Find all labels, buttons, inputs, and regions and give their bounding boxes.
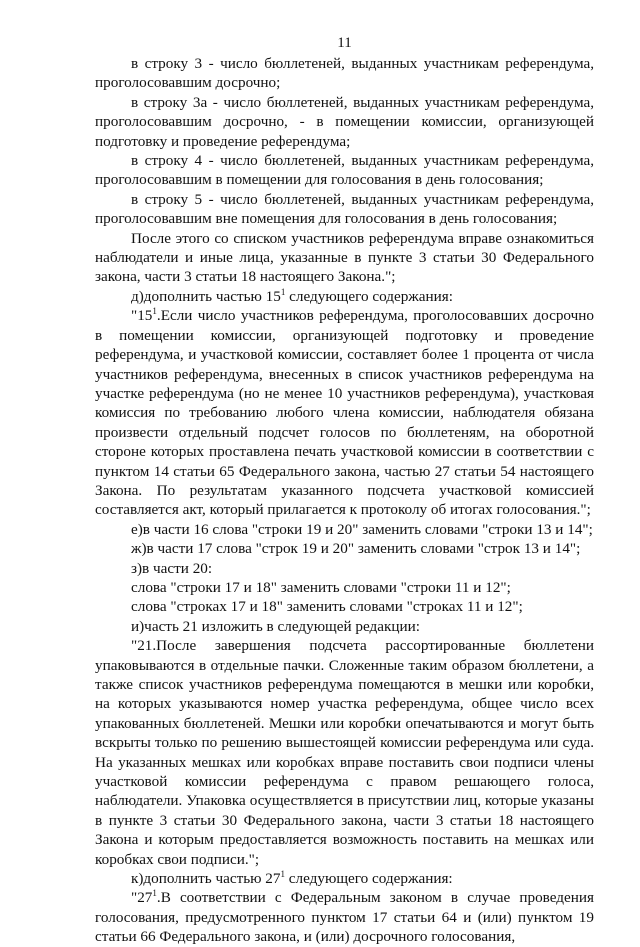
amend-d-post: следующего содержания: [285, 287, 453, 305]
paragraph-amend-k [95, 869, 594, 888]
paragraph-amend-e: е)в части 16 слова "строки 19 и 20" заменить словами "строки 13 и 14"; [131, 520, 593, 538]
paragraph-line-3a: в строку 3а - число бюллетеней, выданных участникам референдума, проголосовавшим досрочно, - в помещении комиссии, организующей подготовку и проведение референдума; [95, 93, 594, 150]
paragraph-amend-d [95, 287, 594, 306]
part-27-1-pre: "27 [131, 889, 153, 907]
paragraph-part-27-1 [95, 888, 594, 946]
paragraph-amend-z: з)в части 20: [131, 559, 213, 577]
amend-d-sup: 1 [280, 286, 286, 297]
part-15-1-post: .Если число участников референдума, проголосовавших досрочно в помещении комиссии, организующей подготовку и проведение референдума, и участковой комиссии, составляет более 1 процента от числа участников референдума, внесенных в список участников референдума на участке референдума (но не менее 10 участников референдума), участковая комиссия по требованию любого члена комиссии, наблюдателя обязана произвести отдельный подсчет голосов по бюллетеням, на оборотной стороне которых проставлена печать участковой комиссии в соответствии с пунктом 14 статьи 65 Федерального закона, частью 27 статьи 54 настоящего Закона. По результатам указанного подсчета участковой комиссией составляется акт, который прилагается к протоколу об итогах голосования."; [95, 307, 594, 519]
paragraph-part-15-1 [95, 306, 594, 519]
paragraph-part-21: "21.После завершения подсчета рассортированные бюллетени упаковываются в отдельные пачки. Сложенные таким образом бюллетени, а также список участников референдума помещаются в мешки или коробки, на которых указываются номер участка референдума, общее число всех упакованных бюллетеней. Мешки или коробки опечатываются и могут быть вскрыты только по решению вышестоящей комиссии референдума или суда. На указанных мешках или коробках вправе поставить свои подписи члены участковой комиссии референдума с правом решающего голоса, наблюдатели. Упаковка осуществляется в присутствии лиц, которые указаны в пункте 3 статьи 30 Федерального закона, части 3 статьи 18 настоящего Закона и которым предоставляется возможность поставить на мешках или коробках свои подписи."; [95, 637, 594, 868]
document-body [95, 54, 594, 947]
part-27-1-post: .В соответствии с Федеральным законом в случае проведения голосования, предусмотренного пунктом 17 статьи 64 и (или) пунктом 19 статьи 66 Федерального закона, и (или) досрочного голосования, [95, 889, 594, 946]
part-15-1-sup: 1 [152, 306, 157, 317]
paragraph-line-5: в строку 5 - число бюллетеней, выданных участникам референдума, проголосовавшим вне помещения для голосования в день голосования; [95, 190, 594, 228]
part-27-1-sup: 1 [152, 888, 157, 899]
paragraph-line-4: в строку 4 - число бюллетеней, выданных участникам референдума, проголосовавшим в помещении для голосования в день голосования; [95, 152, 594, 189]
part-15-1-pre: "15 [131, 307, 153, 325]
paragraph-words-strokah: слова "строках 17 и 18" заменить словами "строках 11 и 12"; [131, 598, 523, 616]
paragraph-amend-i: и)часть 21 изложить в следующей редакции: [131, 617, 420, 635]
amend-d-pre: д)дополнить частью 15 [131, 287, 281, 305]
amend-k-sup: 1 [280, 869, 285, 879]
amend-k-pre: к)дополнить частью 27 [131, 870, 281, 888]
paragraph-observers: После этого со списком участников референдума вправе ознакомиться наблюдатели и иные лица, указанные в пункте 3 статьи 30 Федерального закона, части 3 статьи 18 настоящего Закона."; [95, 229, 594, 286]
amend-k-post: следующего содержания: [285, 870, 453, 888]
paragraph-amend-zh: ж)в части 17 слова "строк 19 и 20" заменить словами "строк 13 и 14"; [131, 540, 581, 558]
page-number: 11 [337, 35, 352, 51]
paragraph-line-3: в строку 3 - число бюллетеней, выданных участникам референдума, проголосовавшим досрочно; [95, 55, 594, 92]
paragraph-words-stroki: слова "строки 17 и 18" заменить словами "строки 11 и 12"; [131, 578, 511, 596]
